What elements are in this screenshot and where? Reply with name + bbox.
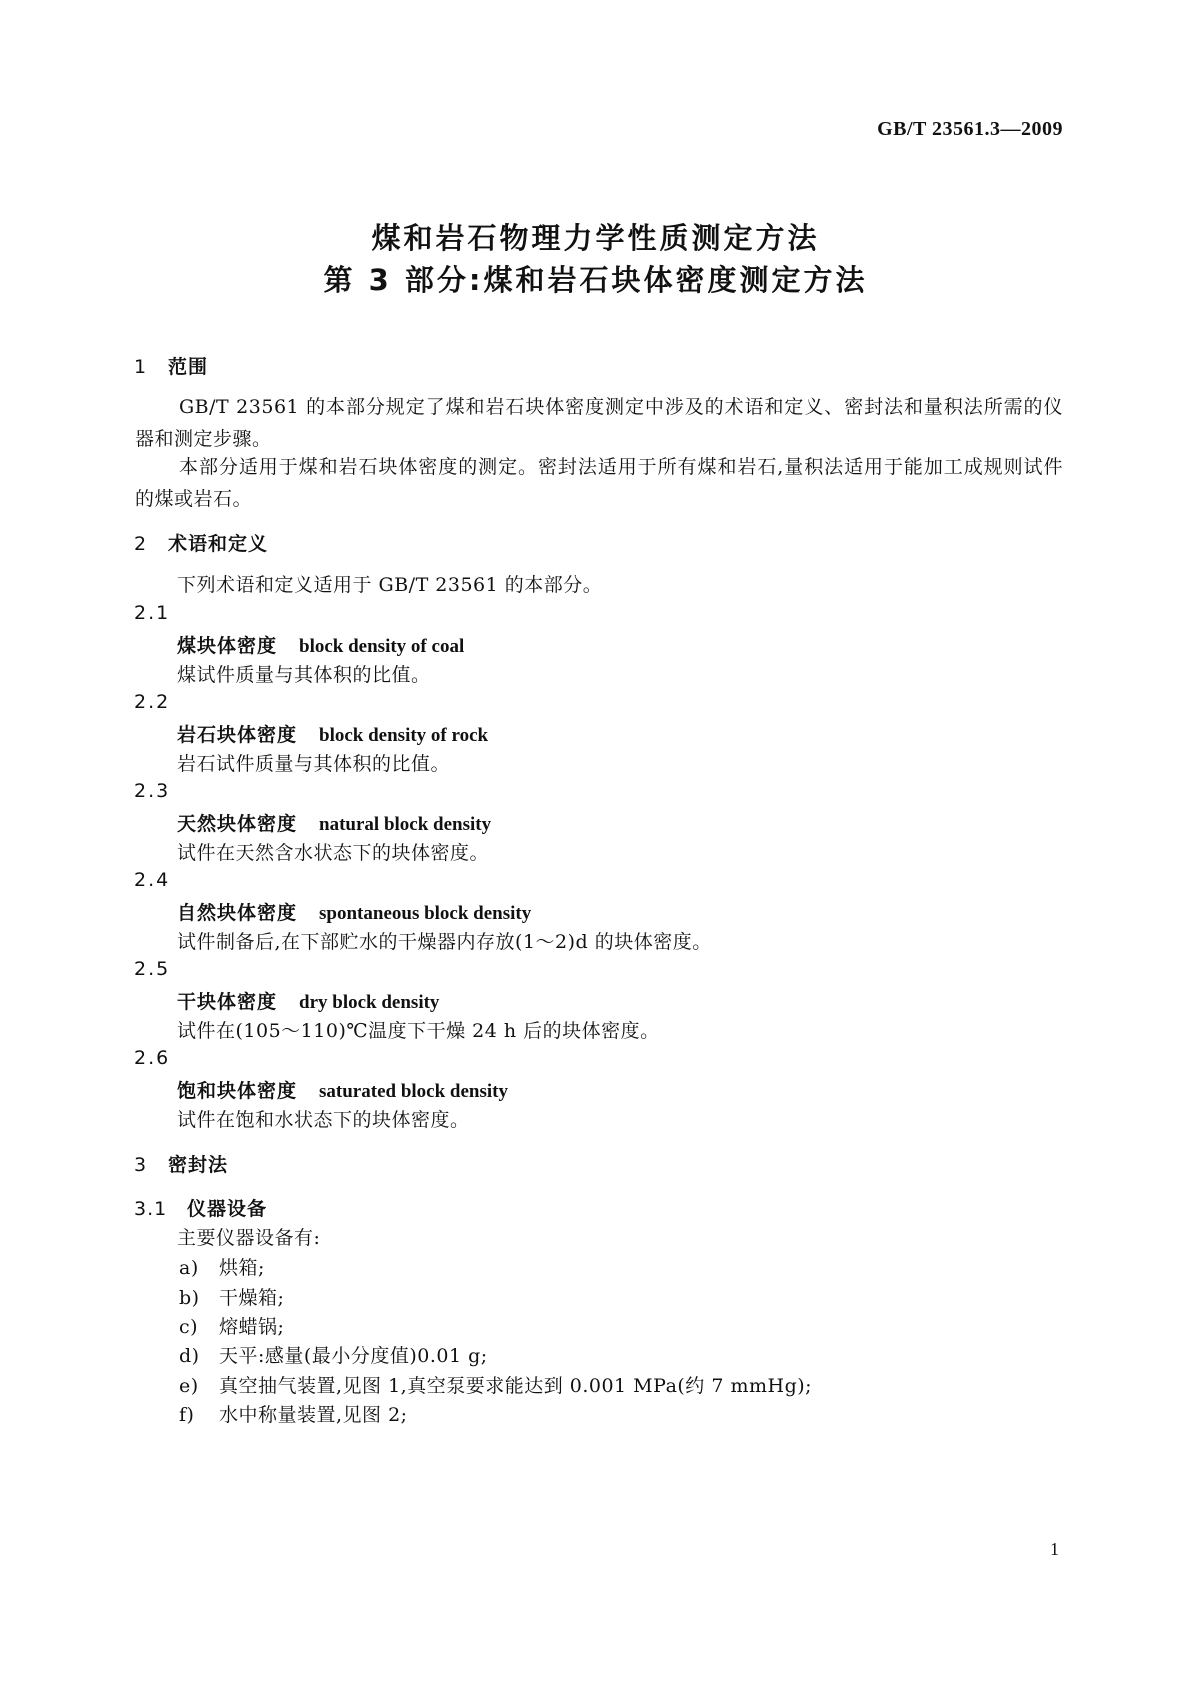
term-en: dry block density bbox=[299, 992, 440, 1013]
term-number: 2.5 bbox=[134, 958, 171, 980]
list-item-text: 熔蜡锅; bbox=[219, 1316, 285, 1338]
term-definition: 试件在饱和水状态下的块体密度。 bbox=[177, 1109, 470, 1131]
term-number: 2.2 bbox=[134, 691, 171, 713]
list-item-label: d) bbox=[179, 1345, 200, 1367]
term-heading bbox=[177, 1076, 508, 1103]
term-heading bbox=[177, 898, 531, 925]
section-number: 1 bbox=[134, 356, 148, 378]
term-number: 2.4 bbox=[134, 869, 171, 891]
term-en: saturated block density bbox=[319, 1081, 508, 1102]
term-en: block density of rock bbox=[319, 725, 489, 746]
list-item bbox=[179, 1371, 812, 1398]
list-item-label: f) bbox=[179, 1404, 195, 1426]
term-cn: 天然块体密度 bbox=[177, 813, 298, 835]
section-title: 范围 bbox=[168, 356, 209, 378]
list-item-label: e) bbox=[179, 1375, 199, 1397]
list-item-text: 烘箱; bbox=[219, 1257, 265, 1279]
term-definition: 煤试件质量与其体积的比值。 bbox=[177, 664, 431, 686]
term-definition: 试件制备后,在下部贮水的干燥器内存放(1～2)d 的块体密度。 bbox=[177, 931, 712, 953]
list-item-label: b) bbox=[179, 1287, 200, 1309]
subsection-3-1-heading bbox=[134, 1194, 267, 1221]
term-heading bbox=[177, 987, 439, 1014]
list-item bbox=[179, 1253, 265, 1280]
term-en: block density of coal bbox=[299, 636, 465, 657]
list-item bbox=[179, 1283, 284, 1310]
section-3-heading bbox=[134, 1150, 228, 1177]
list-item-text: 干燥箱; bbox=[219, 1287, 285, 1309]
list-item-text: 真空抽气装置,见图 1,真空泵要求能达到 0.001 MPa(约 7 mmHg); bbox=[219, 1375, 813, 1397]
section-title: 术语和定义 bbox=[168, 533, 269, 555]
list-item bbox=[179, 1312, 284, 1339]
term-cn: 饱和块体密度 bbox=[177, 1080, 298, 1102]
list-item-text: 天平:感量(最小分度值)0.01 g; bbox=[219, 1345, 488, 1367]
document-title-line1: 煤和岩石物理力学性质测定方法 bbox=[371, 221, 820, 255]
section-1-paragraph-1: GB/T 23561 的本部分规定了煤和岩石块体密度测定中涉及的术语和定义、密封法和量积法所需的仪器和测定步骤。 bbox=[135, 396, 1063, 450]
term-definition: 试件在(105～110)℃温度下干燥 24 h 后的块体密度。 bbox=[177, 1020, 660, 1042]
list-item bbox=[179, 1400, 408, 1427]
subsection-number: 3.1 bbox=[134, 1198, 168, 1220]
section-2-intro: 下列术语和定义适用于 GB/T 23561 的本部分。 bbox=[177, 574, 603, 596]
list-item-label: a) bbox=[179, 1257, 199, 1279]
subsection-title: 仪器设备 bbox=[187, 1198, 268, 1220]
term-cn: 干块体密度 bbox=[177, 991, 278, 1013]
list-item-label: c) bbox=[179, 1316, 199, 1338]
term-en: spontaneous block density bbox=[319, 903, 532, 924]
page-number: 1 bbox=[1050, 1539, 1059, 1559]
term-number: 2.1 bbox=[134, 602, 171, 624]
section-2-heading bbox=[134, 529, 268, 556]
term-number: 2.3 bbox=[134, 780, 171, 802]
equipment-intro: 主要仪器设备有: bbox=[177, 1227, 321, 1249]
term-cn: 煤块体密度 bbox=[177, 635, 278, 657]
section-1-paragraph-2: 本部分适用于煤和岩石块体密度的测定。密封法适用于所有煤和岩石,量积法适用于能加工成规则试件的煤或岩石。 bbox=[135, 456, 1063, 510]
term-cn: 岩石块体密度 bbox=[177, 724, 298, 746]
section-number: 3 bbox=[134, 1154, 148, 1176]
term-cn: 自然块体密度 bbox=[177, 902, 298, 924]
term-heading bbox=[177, 809, 491, 836]
term-definition: 岩石试件质量与其体积的比值。 bbox=[177, 753, 451, 775]
term-heading bbox=[177, 720, 488, 747]
list-item bbox=[179, 1341, 488, 1368]
section-1-heading bbox=[134, 352, 208, 379]
list-item-text: 水中称量装置,见图 2; bbox=[219, 1404, 408, 1426]
document-title-line2: 第 3 部分:煤和岩石块体密度测定方法 bbox=[323, 263, 868, 297]
section-number: 2 bbox=[134, 533, 148, 555]
term-definition: 试件在天然含水状态下的块体密度。 bbox=[177, 842, 490, 864]
term-heading bbox=[177, 631, 464, 658]
term-en: natural block density bbox=[319, 814, 492, 835]
standard-number: GB/T 23561.3—2009 bbox=[877, 118, 1063, 140]
section-title: 密封法 bbox=[168, 1154, 229, 1176]
term-number: 2.6 bbox=[134, 1047, 171, 1069]
